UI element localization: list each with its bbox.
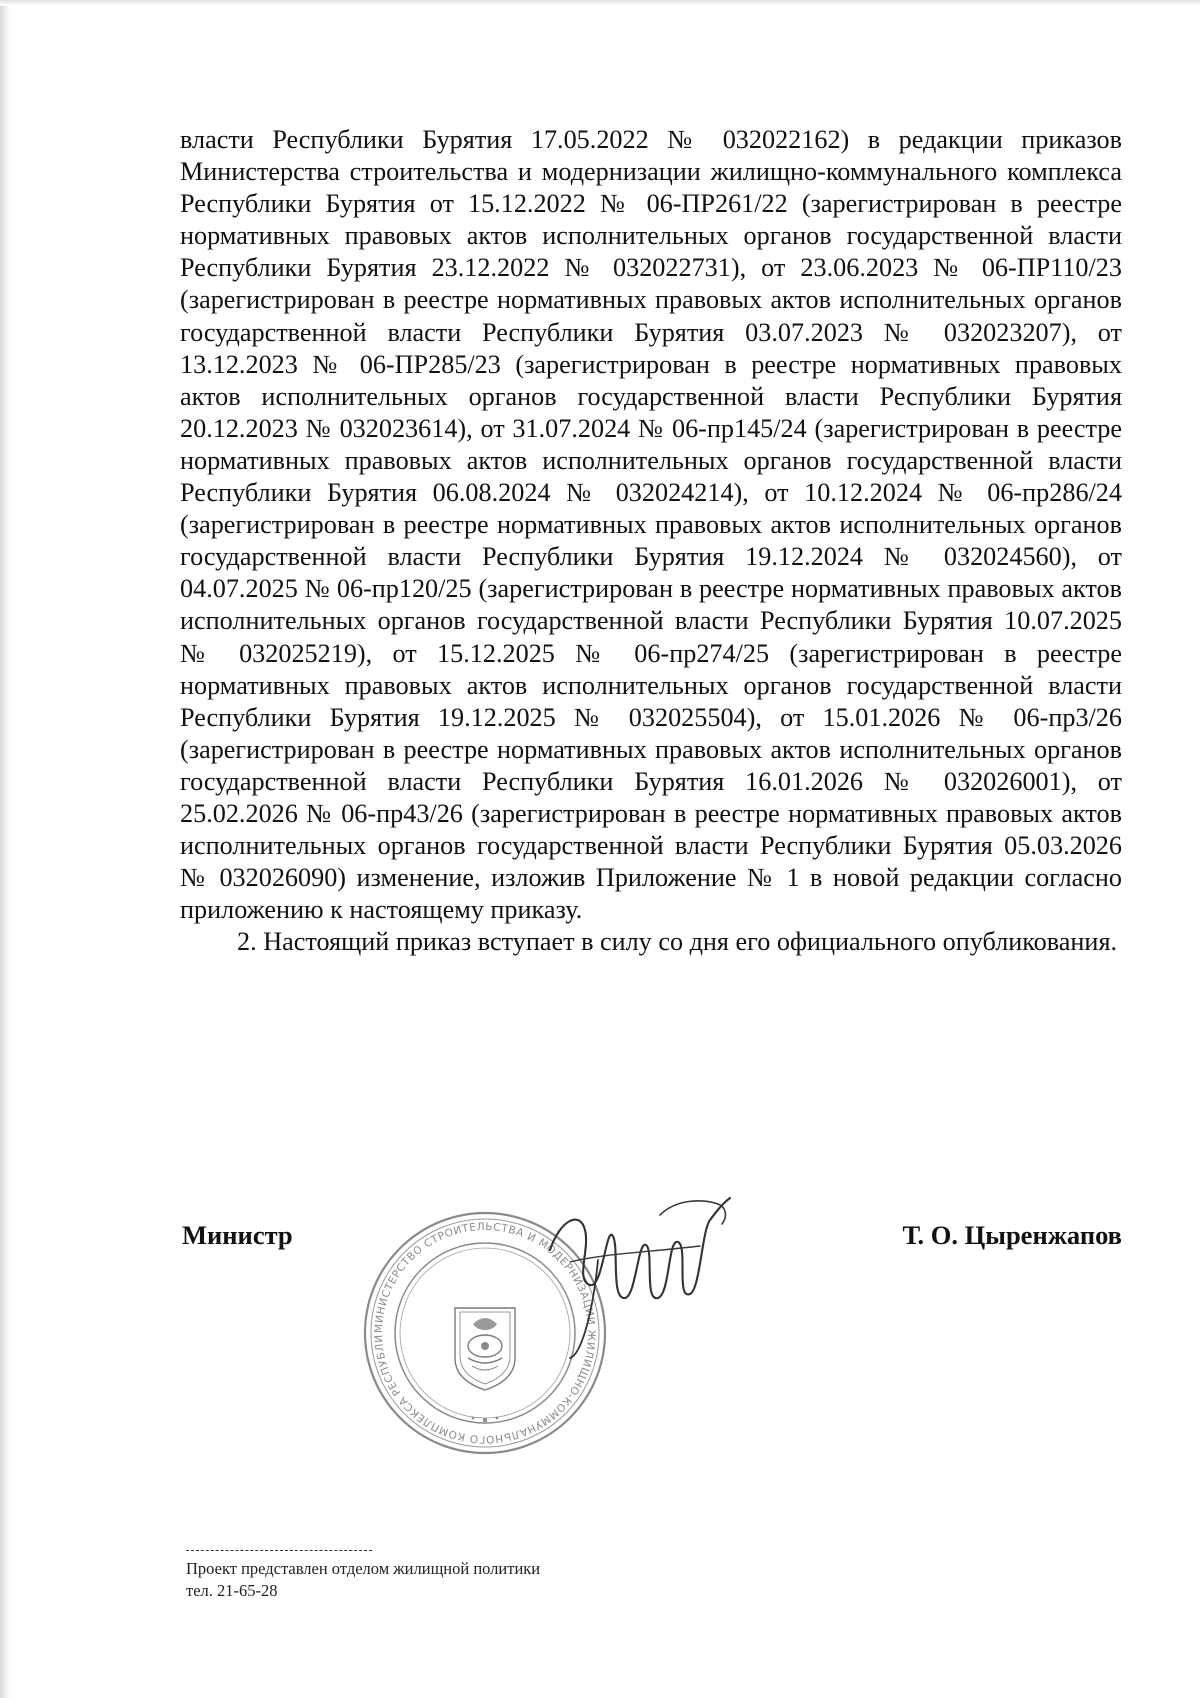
seal-ring-text: МИНИСТЕРСТВО СТРОИТЕЛЬСТВА И МОДЕРНИЗАЦИИ ЖИЛИЩНО-КОММУНАЛЬНОГО КОМПЛЕКСА РЕСПУБЛИ: [372, 1220, 598, 1446]
footnote-divider: [186, 1550, 372, 1551]
footnote-phone: тел. 21-65-28: [186, 1581, 278, 1600]
paragraph-1-continuation: власти Республики Бурятия 17.05.2022 № 032022162) в редакции приказов Министерства строительства и модернизации жилищно-коммунального комплекса Республики Бурятия от 15.12.2022 № 06-ПР261/22 (зарегистрирован в реестре нормативных правовых актов исполнительных органов государственной власти Республики Бурятия 23.12.2022 № 032022731), от 23.06.2023 № 06-ПР110/23 (зарегистрирован в реестре нормативных правовых актов исполнительных органов государственной власти Республики Бурятия 03.07.2023 № 032023207), от 13.12.2023 № 06-ПР285/23 (зарегистрирован в реестре нормативных правовых актов исполнительных органов государственной власти Республики Бурятия 20.12.2023 № 032023614), от 31.07.2024 № 06-пр145/24 (зарегистрирован в реестре нормативных правовых актов исполнительных органов государственной власти Республики Бурятия 06.08.2024 № 032024214), от 10.12.2024 № 06-пр286/24 (зарегистрирован в реестре нормативных правовых актов исполнительных органов государственной власти Республики Бурятия 19.12.2024 № 032024560), от 04.07.2025 № 06-пр120/25 (зарегистрирован в реестре нормативных правовых актов исполнительных органов государственной власти Республики Бурятия 10.07.2025 № 032025219), от 15.12.2025 № 06-пр274/25 (зарегистрирован в реестре нормативных правовых актов исполнительных органов государственной власти Республики Бурятия 19.12.2025 № 032025504), от 15.01.2026 № 06-пр3/26 (зарегистрирован в реестре нормативных правовых актов исполнительных органов государственной власти Республики Бурятия 16.01.2026 № 032026001), от 25.02.2026 № 06-пр43/26 (зарегистрирован в реестре нормативных правовых актов исполнительных органов государственной власти Республики Бурятия 05.03.2026 № 032026090) изменение, изложив Приложение № 1 в новой редакции согласно приложению к настоящему приказу.: [180, 125, 1122, 925]
scan-shadow-top: [0, 0, 1200, 6]
signatory-title: Министр: [182, 1220, 293, 1250]
paragraph-2: 2. Настоящий приказ вступает в силу со дня его официального опубликования.: [237, 927, 1118, 957]
signature-icon: [540, 1190, 740, 1360]
footnote: [186, 1558, 540, 1602]
handwritten-signature: [540, 1190, 740, 1360]
order-body: [180, 124, 1122, 958]
footnote-prepared-by: Проект представлен отделом жилищной политики: [186, 1559, 541, 1578]
scan-shadow-left: [0, 0, 10, 1698]
signatory-name: Т. О. Цыренжапов: [902, 1220, 1122, 1250]
signature-block: [182, 1220, 1122, 1260]
seal-emblem-icon: [455, 1308, 515, 1390]
